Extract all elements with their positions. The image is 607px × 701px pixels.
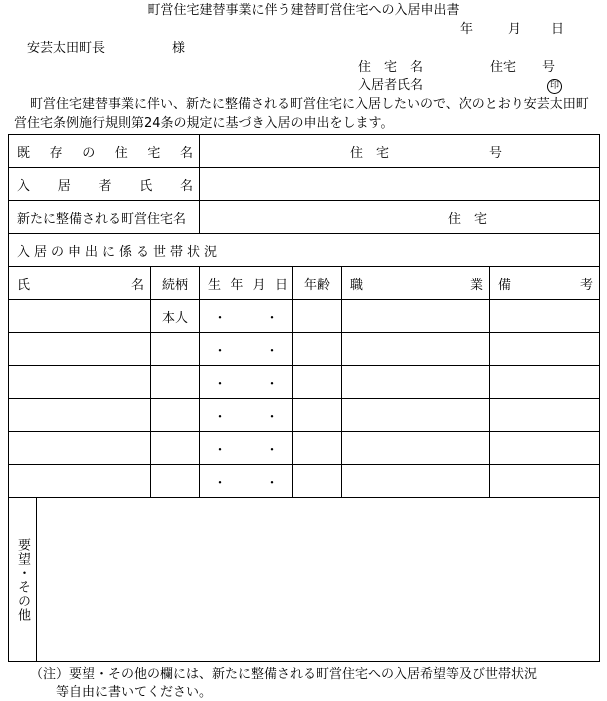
col-name-label: 氏 名 <box>17 277 144 293</box>
row-age-cell[interactable] <box>293 432 342 465</box>
row-name-cell[interactable] <box>9 366 151 399</box>
memo-label-cell <box>9 498 37 662</box>
occupant-name-label-cell <box>9 168 200 201</box>
col-relation: 続柄 <box>151 267 200 300</box>
honorific: 様 <box>172 41 186 56</box>
note-line-1: （注）要望・その他の欄には、新たに整備される町営住宅への入居希望等及び世帯状況 <box>30 667 538 682</box>
intro-text: 町営住宅建替事業に伴い、新たに整備される町営住宅に入居したいので、次のとおり安芸太田町営住宅条例施行規則第24条の規定に基づき入居の申出をします。 <box>14 97 589 131</box>
household-heading: 入居の申出に係る世帯状況 <box>9 234 600 267</box>
column-header-row <box>9 267 600 300</box>
existing-house-row <box>9 135 600 168</box>
col-age: 年齢 <box>293 267 342 300</box>
existing-house-label-cell <box>9 135 200 168</box>
memo-label: 要望・その他 <box>15 537 30 622</box>
row-birth-cell[interactable]: ・ ・ <box>200 465 293 498</box>
applicant-name-label: 入居者氏名 <box>358 78 424 93</box>
row-name-cell[interactable] <box>9 432 151 465</box>
col-name <box>9 267 151 300</box>
existing-house-value-b: 号 <box>489 145 503 161</box>
row-birth-cell[interactable]: ・ ・ <box>200 432 293 465</box>
row-remarks-cell[interactable] <box>490 432 600 465</box>
application-table <box>8 134 600 662</box>
row-name-cell[interactable] <box>9 465 151 498</box>
occupant-name-field[interactable] <box>200 168 600 201</box>
household-row <box>9 399 600 432</box>
household-row <box>9 300 600 333</box>
date-day: 日 <box>551 22 565 37</box>
col-occupation <box>342 267 490 300</box>
row-remarks-cell[interactable] <box>490 366 600 399</box>
row-age-cell[interactable] <box>293 333 342 366</box>
existing-house-value-a: 住 宅 <box>350 145 390 161</box>
row-occupation-cell[interactable] <box>342 300 490 333</box>
row-birth-cell[interactable]: ・ ・ <box>200 333 293 366</box>
occupant-name-label: 入 居 者 氏 名 <box>17 178 193 194</box>
row-occupation-cell[interactable] <box>342 399 490 432</box>
row-remarks-cell[interactable] <box>490 300 600 333</box>
new-house-value: 住 宅 <box>448 211 488 227</box>
memo-field[interactable] <box>37 498 600 662</box>
household-row <box>9 432 600 465</box>
addressee: 安芸太田町長 <box>27 41 106 56</box>
row-birth-cell[interactable]: ・ ・ <box>200 399 293 432</box>
row-name-cell[interactable] <box>9 333 151 366</box>
row-relation-cell[interactable] <box>151 432 200 465</box>
row-name-cell[interactable] <box>9 399 151 432</box>
row-remarks-cell[interactable] <box>490 465 600 498</box>
row-relation-cell[interactable] <box>151 333 200 366</box>
row-age-cell[interactable] <box>293 300 342 333</box>
household-row <box>9 366 600 399</box>
household-row <box>9 465 600 498</box>
row-relation-cell[interactable] <box>151 399 200 432</box>
form-title: 町営住宅建替事業に伴う建替町営住宅への入居申出書 <box>147 3 460 18</box>
row-name-cell[interactable] <box>9 300 151 333</box>
row-relation-cell[interactable] <box>151 366 200 399</box>
col-birth-label: 生 年 月 日 <box>208 277 288 293</box>
existing-house-label: 既 存 の 住 宅 名 <box>17 145 193 161</box>
row-age-cell[interactable] <box>293 366 342 399</box>
row-age-cell[interactable] <box>293 399 342 432</box>
row-relation-cell[interactable]: 本人 <box>151 300 200 333</box>
date-year: 年 <box>460 22 474 37</box>
new-house-field[interactable] <box>200 201 600 234</box>
row-relation-cell[interactable] <box>151 465 200 498</box>
row-birth-cell[interactable]: ・ ・ <box>200 300 293 333</box>
row-remarks-cell[interactable] <box>490 399 600 432</box>
row-age-cell[interactable] <box>293 465 342 498</box>
row-remarks-cell[interactable] <box>490 333 600 366</box>
existing-house-field[interactable] <box>200 135 600 168</box>
row-occupation-cell[interactable] <box>342 465 490 498</box>
memo-row <box>9 498 600 662</box>
col-remarks <box>490 267 600 300</box>
household-heading-row <box>9 234 600 267</box>
applicant-house-number: 住宅 号 <box>490 60 556 75</box>
row-occupation-cell[interactable] <box>342 333 490 366</box>
col-remarks-label: 備 考 <box>498 277 594 293</box>
note-line-2: 等自由に書いてください。 <box>56 685 213 700</box>
col-occupation-label: 職 業 <box>350 277 483 293</box>
new-house-row <box>9 201 600 234</box>
date-month: 月 <box>508 22 522 37</box>
col-birth <box>200 267 293 300</box>
row-occupation-cell[interactable] <box>342 366 490 399</box>
row-birth-cell[interactable]: ・ ・ <box>200 366 293 399</box>
row-occupation-cell[interactable] <box>342 432 490 465</box>
household-row <box>9 333 600 366</box>
occupant-name-row <box>9 168 600 201</box>
new-house-label: 新たに整備される町営住宅名 <box>9 201 200 234</box>
seal-icon: 印 <box>547 79 562 94</box>
applicant-house-label: 住 宅 名 <box>358 60 424 75</box>
